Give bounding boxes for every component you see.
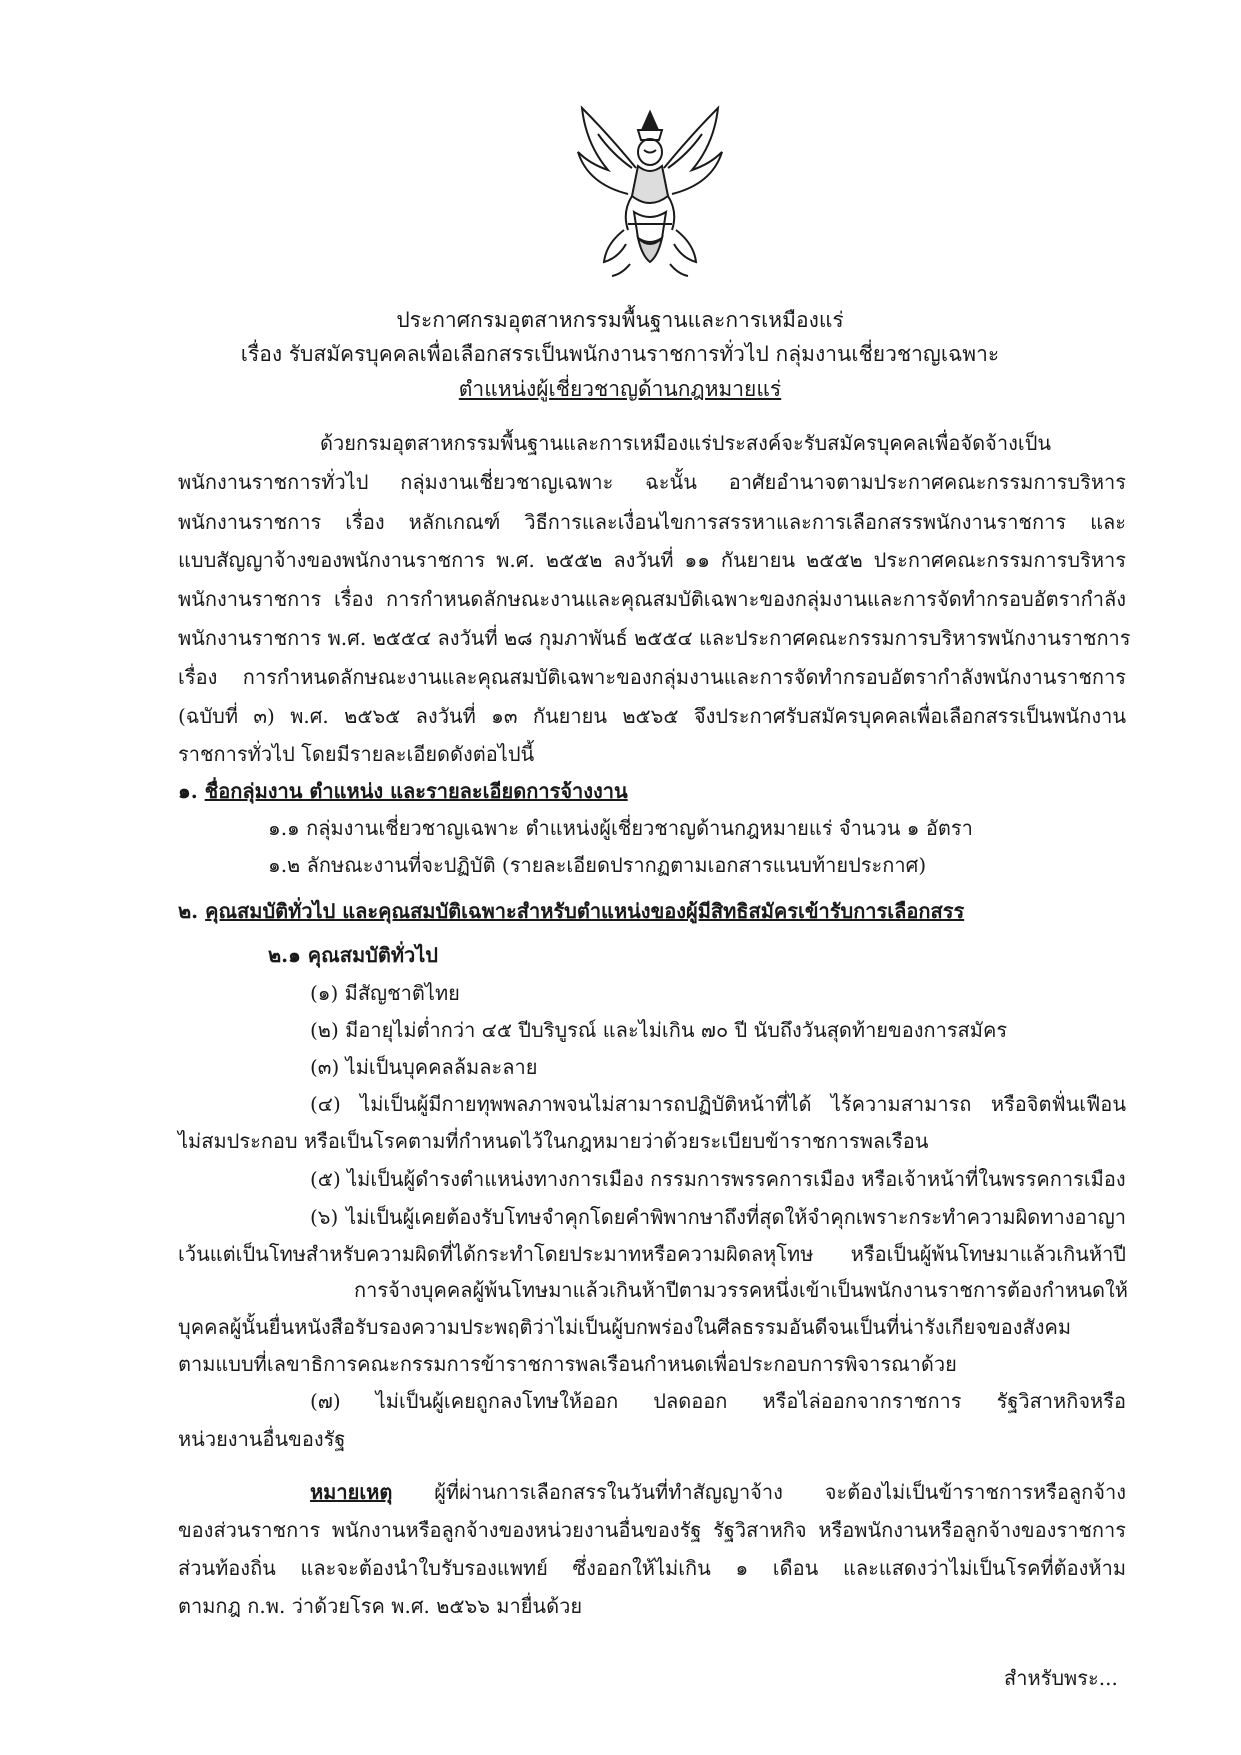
header-position: ตำแหน่งผู้เชี่ยวชาญด้านกฎหมายแร่ [458,377,782,401]
section-2-subheading: ๒.๑ คุณสมบัติทั่วไป [268,943,438,967]
qualification-5: (๕) ไม่เป็นผู้ดำรงตำแหน่งทางการเมือง กรรมการพรรคการเมือง หรือเจ้าหน้าที่ในพรรคการเมือง [310,1167,1126,1191]
qualification-6-line-4: บุคคลผู้นั้นยื่นหนังสือรับรองความประพฤติว่าไม่เป็นผู้บกพร่องในศีลธรรมอันดีจนเป็นที่น่ารังเกียจของสังคม [178,1315,1072,1339]
note-line-2: ของส่วนราชการ พนักงานหรือลูกจ้างของหน่วยงานอื่นของรัฐ รัฐวิสาหกิจ หรือพนักงานหรือลูกจ้างของราชการ [178,1518,1126,1542]
header-line-1: ประกาศกรมอุตสาหกรรมพื้นฐานและการเหมืองแร่ [396,308,844,332]
intro-line-2: พนักงานราชการทั่วไป กลุ่มงานเชี่ยวชาญเฉพาะ ฉะนั้น อาศัยอำนาจตามประกาศคณะกรรมการบริหาร [178,470,1126,494]
header-subject: เรื่อง รับสมัครบุคคลเพื่อเลือกสรรเป็นพนักงานราชการทั่วไป กลุ่มงานเชี่ยวชาญเฉพาะ [240,342,1000,366]
intro-line-3: พนักงานราชการ เรื่อง หลักเกณฑ์ วิธีการและเงื่อนไขการสรรหาและการเลือกสรรพนักงานราชการ และ [178,510,1126,534]
note-text-1: ผู้ที่ผ่านการเลือกสรรในวันที่ทำสัญญาจ้าง จะต้องไม่เป็นข้าราชการหรือลูกจ้าง [392,1480,1126,1504]
intro-line-6: พนักงานราชการ พ.ศ. ๒๕๕๔ ลงวันที่ ๒๘ กุมภาพันธ์ ๒๕๕๔ และประกาศคณะกรรมการบริหารพนักงานราชการ [178,626,1131,650]
qualification-6-line-2: เว้นแต่เป็นโทษสำหรับความผิดที่ได้กระทำโดยประมาทหรือความผิดลหุโทษ หรือเป็นผู้พ้นโทษมาแล้วเกินห้าปี [178,1242,1126,1266]
note-line-1 [310,1473,1126,1511]
qualification-6-line-3: การจ้างบุคคลผู้พ้นโทษมาแล้วเกินห้าปีตามวรรคหนึ่งเข้าเป็นพนักงานราชการต้องกำหนดให้ [354,1278,1128,1302]
section-2-number: ๒. [178,899,199,923]
qualification-6-line-1: (๖) ไม่เป็นผู้เคยต้องรับโทษจำคุกโดยคำพิพากษาถึงที่สุดให้จำคุกเพราะกระทำความผิดทางอาญา [310,1205,1126,1229]
intro-line-7: เรื่อง การกำหนดลักษณะงานและคุณสมบัติเฉพาะของกลุ่มงานและการจัดทำกรอบอัตรากำลังพนักงานราชการ [178,665,1126,689]
section-1-title: ชื่อกลุ่มงาน ตำแหน่ง และรายละเอียดการจ้างงาน [204,779,628,803]
intro-line-9: ราชการทั่วไป โดยมีรายละเอียดดังต่อไปนี้ [178,742,535,766]
intro-line-1: ด้วยกรมอุตสาหกรรมพื้นฐานและการเหมืองแร่ประสงค์จะรับสมัครบุคคลเพื่อจัดจ้างเป็น [320,431,1052,455]
intro-line-4: แบบสัญญาจ้างของพนักงานราชการ พ.ศ. ๒๕๕๒ ลงวันที่ ๑๑ กันยายน ๒๕๕๒ ประกาศคณะกรรมการบริหาร [178,548,1126,572]
note-label: หมายเหตุ [310,1480,393,1504]
qualification-4-line-1: (๔) ไม่เป็นผู้มีกายทุพพลภาพจนไม่สามารถปฏิบัติหน้าที่ได้ ไร้ความสามารถ หรือจิตฟั่นเฟือน [310,1092,1126,1116]
qualification-1: (๑) มีสัญชาติไทย [310,981,460,1005]
qualification-7-line-2: หน่วยงานอื่นของรัฐ [178,1427,346,1451]
note-line-4: ตามกฎ ก.พ. ว่าด้วยโรค พ.ศ. ๒๕๖๖ มายื่นด้วย [178,1594,583,1618]
qualification-7-line-1: (๗) ไม่เป็นผู้เคยถูกลงโทษให้ออก ปลดออก หรือไล่ออกจากราชการ รัฐวิสาหกิจหรือ [310,1389,1126,1413]
qualification-4-line-2: ไม่สมประกอบ หรือเป็นโรคตามที่กำหนดไว้ในกฎหมายว่าด้วยระเบียบข้าราชการพลเรือน [178,1129,929,1153]
section-1-item-2: ๑.๒ ลักษณะงานที่จะปฏิบัติ (รายละเอียดปรากฏตามเอกสารแนบท้ายประกาศ) [268,853,927,877]
note-line-3: ส่วนท้องถิ่น และจะต้องนำใบรับรองแพทย์ ซึ่งออกให้ไม่เกิน ๑ เดือน และแสดงว่าไม่เป็นโรคที่ต้องห้าม [178,1556,1126,1580]
intro-line-5: พนักงานราชการ เรื่อง การกำหนดลักษณะงานและคุณสมบัติเฉพาะของกลุ่มงานและการจัดทำกรอบอัตรากำลัง [178,587,1126,611]
section-2-title: คุณสมบัติทั่วไป และคุณสมบัติเฉพาะสำหรับตำแหน่งของผู้มีสิทธิสมัครเข้ารับการเลือกสรร [205,899,965,923]
qualification-3: (๓) ไม่เป็นบุคคลล้มละลาย [310,1055,538,1079]
section-1-heading [178,772,1126,810]
continuation-marker: สำหรับพระ... [1004,1666,1118,1690]
section-1-number: ๑. [178,779,198,803]
qualification-6-line-5: ตามแบบที่เลขาธิการคณะกรรมการข้าราชการพลเรือนกำหนดเพื่อประกอบการพิจารณาด้วย [178,1352,957,1376]
intro-line-8: (ฉบับที่ ๓) พ.ศ. ๒๕๖๕ ลงวันที่ ๑๓ กันยายน ๒๕๖๕ จึงประกาศรับสมัครบุคคลเพื่อเลือกสรรเป็นพนักงาน [178,704,1126,728]
section-1-item-1: ๑.๑ กลุ่มงานเชี่ยวชาญเฉพาะ ตำแหน่งผู้เชี่ยวชาญด้านกฎหมายแร่ จำนวน ๑ อัตรา [268,816,973,840]
section-2-heading [178,892,1126,930]
qualification-2: (๒) มีอายุไม่ต่ำกว่า ๔๕ ปีบริบูรณ์ และไม่เกิน ๗๐ ปี นับถึงวันสุดท้ายของการสมัคร [310,1018,1008,1042]
garuda-emblem-icon [568,104,732,284]
